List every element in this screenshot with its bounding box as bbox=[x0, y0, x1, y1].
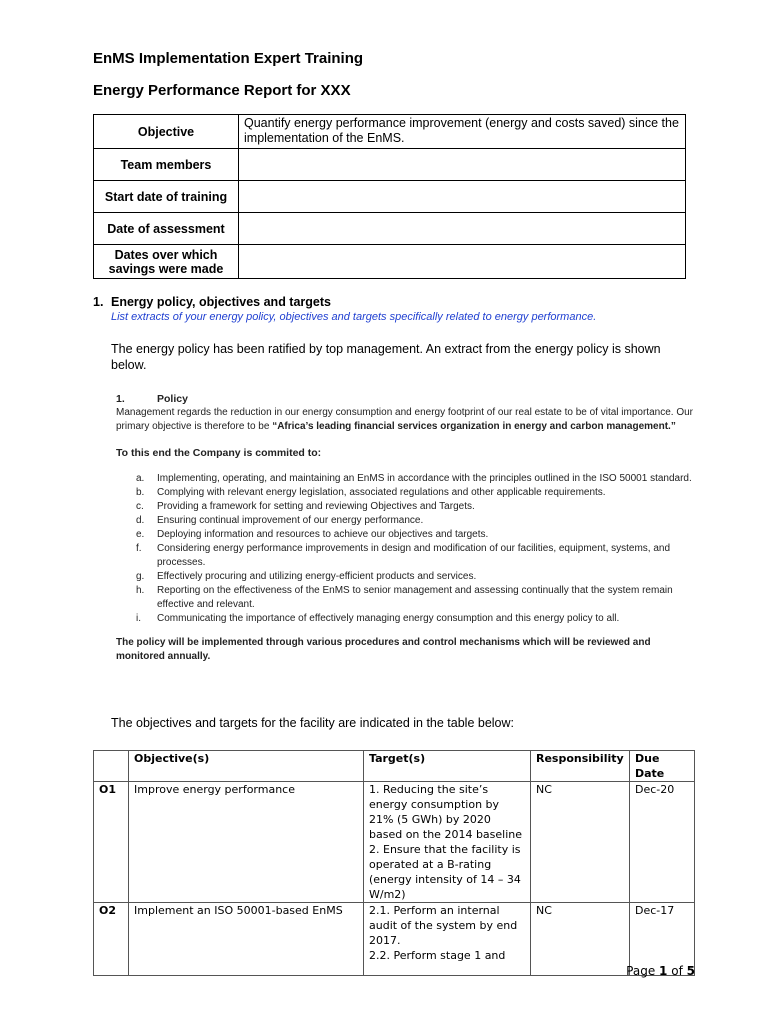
policy-intro bbox=[116, 406, 696, 434]
list-marker: a. bbox=[136, 473, 145, 484]
page-word: Page bbox=[626, 964, 656, 978]
list-text: Communicating the importance of effectively managing energy consumption and this energy policy to all. bbox=[157, 613, 620, 624]
list-marker: d. bbox=[136, 515, 145, 526]
due-date-cell: Dec-20 bbox=[630, 782, 695, 903]
list-item bbox=[116, 528, 696, 542]
section-number: 1. bbox=[93, 295, 104, 309]
document-title: EnMS Implementation Expert Training bbox=[93, 50, 364, 67]
list-marker: c. bbox=[136, 501, 144, 512]
policy-heading-text: Policy bbox=[157, 393, 188, 405]
list-item bbox=[116, 486, 696, 500]
policy-intro-text: Management regards the reduction in our energy consumption and energy footprint of our real estate to be of vital importance. Our primary objective is therefore to be bbox=[116, 407, 693, 432]
list-item bbox=[116, 570, 696, 584]
policy-number: 1. bbox=[116, 393, 125, 405]
policy-paragraph: The energy policy has been ratified by top management. An extract from the energy policy is shown below. bbox=[111, 342, 661, 372]
table-row bbox=[94, 903, 695, 976]
target-item: 2.1. Perform an internal audit of the system by end 2017. bbox=[369, 904, 518, 947]
current-page: 1 bbox=[659, 964, 668, 978]
section-heading bbox=[93, 295, 331, 309]
section-instruction: List extracts of your energy policy, objectives and targets specifically related to energy performance. bbox=[111, 311, 597, 323]
column-header-id bbox=[94, 751, 129, 782]
list-text: Implementing, operating, and maintaining an EnMS in accordance with the principles outlined in the ISO 50001 standard. bbox=[157, 473, 692, 484]
list-text: Ensuring continual improvement of our energy performance. bbox=[157, 515, 424, 526]
column-header-responsibility: Responsibility bbox=[531, 751, 630, 782]
savings-dates-value bbox=[239, 245, 686, 279]
objective-label: Objective bbox=[94, 115, 239, 149]
team-members-value bbox=[239, 149, 686, 181]
team-members-label: Team members bbox=[94, 149, 239, 181]
target-item: 2.2. Perform stage 1 and bbox=[369, 949, 506, 962]
commitment-list bbox=[116, 472, 696, 626]
column-header-targets: Target(s) bbox=[364, 751, 531, 782]
table-row bbox=[94, 149, 686, 181]
list-item bbox=[116, 542, 696, 570]
responsibility-cell: NC bbox=[531, 782, 630, 903]
responsibility-cell: NC bbox=[531, 903, 630, 976]
objective-value: Quantify energy performance improvement (energy and costs saved) since the implementation of the EnMS. bbox=[239, 115, 686, 149]
list-marker: g. bbox=[136, 571, 145, 582]
objective-cell: Implement an ISO 50001-based EnMS bbox=[129, 903, 364, 976]
savings-dates-label: Dates over which savings were made bbox=[94, 245, 239, 279]
section-title: Energy policy, objectives and targets bbox=[111, 295, 331, 309]
start-date-value bbox=[239, 181, 686, 213]
list-text: Complying with relevant energy legislation, associated regulations and other applicable requirements. bbox=[157, 487, 606, 498]
of-word: of bbox=[671, 964, 683, 978]
objectives-intro: The objectives and targets for the facility are indicated in the table below: bbox=[111, 716, 515, 730]
total-pages: 5 bbox=[686, 964, 695, 978]
list-item bbox=[116, 612, 696, 626]
list-item bbox=[116, 584, 696, 612]
page-footer bbox=[626, 964, 695, 978]
policy-closing: The policy will be implemented through various procedures and control mechanisms which will be reviewed and monitored annually. bbox=[116, 637, 651, 662]
objective-cell: Improve energy performance bbox=[129, 782, 364, 903]
table-row bbox=[94, 245, 686, 279]
list-item bbox=[116, 500, 696, 514]
table-header-row bbox=[94, 751, 695, 782]
list-text: Considering energy performance improvements in design and modification of our facilities, equipment, systems, and processes. bbox=[157, 543, 671, 568]
column-header-due-date: Due Date bbox=[630, 751, 695, 782]
targets-cell bbox=[364, 782, 531, 903]
assessment-date-value bbox=[239, 213, 686, 245]
list-marker: b. bbox=[136, 487, 145, 498]
list-text: Providing a framework for setting and reviewing Objectives and Targets. bbox=[157, 501, 475, 512]
policy-extract bbox=[116, 392, 696, 664]
table-row bbox=[94, 782, 695, 903]
list-marker: i. bbox=[136, 613, 141, 624]
due-date-cell: Dec-17 bbox=[630, 903, 695, 976]
table-row bbox=[94, 181, 686, 213]
table-row bbox=[94, 213, 686, 245]
objective-id: O1 bbox=[94, 782, 129, 903]
list-item bbox=[116, 472, 696, 486]
target-item: 2. Ensure that the facility is operated at a B-rating (energy intensity of 14 – 34 W/m2) bbox=[369, 843, 521, 901]
info-table bbox=[93, 114, 686, 279]
table-row bbox=[94, 115, 686, 149]
list-marker: h. bbox=[136, 585, 145, 596]
report-title: Energy Performance Report for XXX bbox=[93, 82, 351, 99]
column-header-objective: Objective(s) bbox=[129, 751, 364, 782]
list-text: Deploying information and resources to achieve our objectives and targets. bbox=[157, 529, 489, 540]
list-text: Reporting on the effectiveness of the EnMS to senior management and assessing continually that the system remain effective and relevant. bbox=[157, 585, 673, 610]
targets-cell bbox=[364, 903, 531, 976]
objective-id: O2 bbox=[94, 903, 129, 976]
start-date-label: Start date of training bbox=[94, 181, 239, 213]
policy-intro-bold: “Africa’s leading financial services organization in energy and carbon management.” bbox=[272, 421, 676, 432]
objectives-table bbox=[93, 750, 695, 976]
list-item bbox=[116, 514, 696, 528]
target-item: 1. Reducing the site’s energy consumption by 21% (5 GWh) by 2020 based on the 2014 baseline bbox=[369, 783, 523, 841]
commitment-heading: To this end the Company is commited to: bbox=[116, 447, 322, 459]
assessment-date-label: Date of assessment bbox=[94, 213, 239, 245]
list-marker: f. bbox=[136, 543, 142, 554]
list-marker: e. bbox=[136, 529, 145, 540]
list-text: Effectively procuring and utilizing energy-efficient products and services. bbox=[157, 571, 477, 582]
policy-heading bbox=[116, 392, 696, 406]
